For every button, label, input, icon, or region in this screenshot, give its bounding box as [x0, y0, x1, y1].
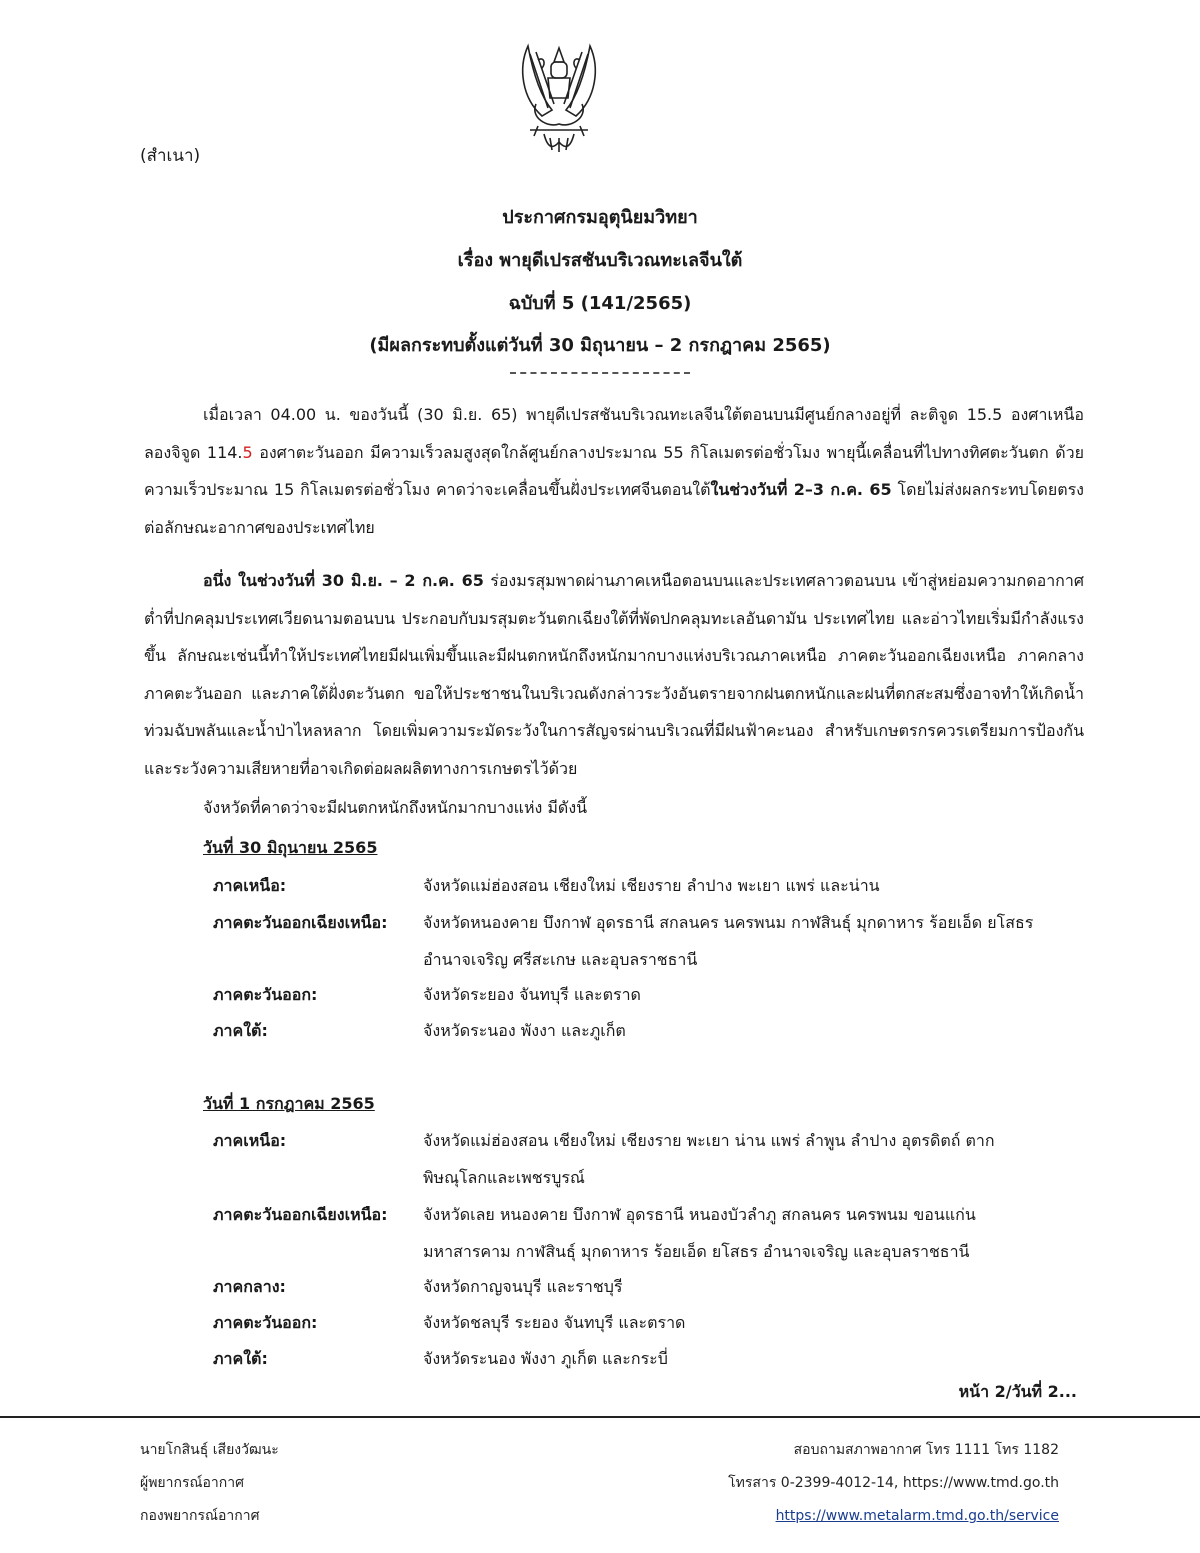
paragraph-text: องศาตะวันออก มีความเร็วลมสูงสุดใกล้ศูนย์กลางประมาณ 55 กิโลเมตรต่อชั่วโมง พายุนี้เคลื่อนที่ไปทางทิศตะวันตก ด้วยความเร็วประมาณ 15 กิโลเมตรต่อชั่วโมง คาดว่าจะเคลื่อนขึ้นฝั่งประเทศจีนตอนใต้ — [144, 442, 1084, 500]
continued-note: หน้า 2/วันที่ 2... — [958, 1382, 1077, 1401]
region-provinces: จังหวัดระนอง พังงา และภูเก็ต — [423, 1021, 626, 1040]
region-provinces: จังหวัดชลบุรี ระยอง จันทบุรี และตราด — [423, 1313, 686, 1332]
forecaster-title: ผู้พยากรณ์อากาศ — [140, 1475, 244, 1491]
region-row — [213, 1304, 1093, 1341]
region-provinces: อำนาจเจริญ ศรีสะเกษ และอุบลราชธานี — [423, 950, 698, 969]
region-provinces: จังหวัดแม่ฮ่องสอน เชียงใหม่ เชียงราย ลำปาง พะเยา แพร่ และน่าน — [423, 876, 880, 895]
region-label: ภาคตะวันออก: — [213, 985, 318, 1004]
provinces-intro: จังหวัดที่คาดว่าจะมีฝนตกหนักถึงหนักมากบางแห่ง มีดังนี้ — [203, 798, 588, 817]
announcement-subject: เรื่อง พายุดีเปรสชันบริเวณทะเลจีนใต้ — [457, 250, 743, 271]
region-label: ภาคตะวันออกเฉียงเหนือ: — [213, 913, 388, 932]
separator-line — [510, 372, 690, 374]
region-row — [213, 1268, 1093, 1305]
day-heading: วันที่ 30 มิถุนายน 2565 — [203, 838, 378, 857]
region-provinces: จังหวัดระยอง จันทบุรี และตราด — [423, 985, 641, 1004]
region-row — [213, 867, 1093, 904]
region-provinces: จังหวัดแม่ฮ่องสอน เชียงใหม่ เชียงราย พะเยา น่าน แพร่ ลำพูน ลำปาง อุตรดิตถ์ ตาก — [423, 1131, 995, 1150]
region-provinces: มหาสารคาม กาฬสินธุ์ มุกดาหาร ร้อยเอ็ด ยโสธร อำนาจเจริญ และอุบลราชธานี — [423, 1242, 970, 1261]
footer-divider — [0, 1416, 1200, 1418]
paragraph-storm-position — [144, 396, 1084, 546]
day-heading: วันที่ 1 กรกฎาคม 2565 — [203, 1094, 375, 1113]
region-provinces: พิษณุโลกและเพชรบูรณ์ — [423, 1168, 585, 1187]
footer-signatory — [140, 1434, 279, 1533]
region-row — [213, 976, 1093, 1013]
region-provinces: จังหวัดเลย หนองคาย บึงกาฬ อุดรธานี หนองบัวลำภู สกลนคร นครพนม ขอนแก่น — [423, 1205, 976, 1224]
contact-phone: สอบถามสภาพอากาศ โทร 1111 โทร 1182 — [793, 1442, 1059, 1458]
region-row — [213, 1012, 1093, 1049]
region-label: ภาคกลาง: — [213, 1277, 286, 1296]
contact-fax-website: โทรสาร 0-2399-4012-14, https://www.tmd.go.th — [728, 1475, 1059, 1491]
region-row — [213, 1122, 1093, 1196]
copy-label: (สำเนา) — [140, 146, 201, 166]
bold-text: ในช่วงวันที่ 2–3 ก.ค. 65 — [710, 480, 892, 500]
announcement-effective-dates: (มีผลกระทบตั้งแต่วันที่ 30 มิถุนายน – 2 กรกฎาคม 2565) — [369, 335, 831, 356]
region-row — [213, 1196, 1093, 1270]
paragraph-text: ร่องมรสุมพาดผ่านภาคเหนือตอนบนและประเทศลาวตอนบน เข้าสู่หย่อมความกดอากาศต่ำที่ปกคลุมประเทศเวียดนามตอนบน ประกอบกับมรสุมตะวันตกเฉียงใต้ที่พัดปกคลุมทะเลอันดามัน ประเทศไทย และอ่าวไทยเริ่มมีกำลังแรงขึ้น ลักษณะเช่นนี้ทำให้ประเทศไทยมีฝนเพิ่มขึ้นและมีฝนตกหนักถึงหนักมากบางแห่งบริเวณภาคเหนือ ภาคตะวันออกเฉียงเหนือ ภาคกลาง ภาคตะวันออก และภาคใต้ฝั่งตะวันตก ขอให้ประชาชนในบริเวณดังกล่าวระวังอันตรายจากฝนตกหนักและฝนที่ตกสะสมซึ่งอาจทำให้เกิดน้ำท่วมฉับพลันและน้ำป่าไหลหลาก โดยเพิ่มความระมัดระวังในการสัญจรผ่านบริเวณที่มีฝนฟ้าคะนอง สำหรับเกษตรกรควรเตรียมการป้องกันและระวังความเสียหายที่อาจเกิดต่อผลผลิตทางการเกษตรไว้ด้วย — [144, 571, 1085, 778]
region-row — [213, 1340, 1093, 1377]
bold-text: อนึ่ง ในช่วงวันที่ 30 มิ.ย. – 2 ก.ค. 65 — [203, 571, 484, 590]
region-label: ภาคตะวันออก: — [213, 1313, 318, 1332]
region-label: ภาคเหนือ: — [213, 1131, 287, 1150]
footer-contact — [728, 1434, 1059, 1533]
highlight-text: 5 — [242, 442, 253, 462]
region-label: ภาคใต้: — [213, 1021, 268, 1040]
region-label: ภาคตะวันออกเฉียงเหนือ: — [213, 1205, 388, 1224]
region-label: ภาคเหนือ: — [213, 876, 287, 895]
announcement-issue: ฉบับที่ 5 (141/2565) — [508, 293, 692, 314]
announcement-title: ประกาศกรมอุตุนิยมวิทยา — [502, 207, 698, 228]
paragraph-monsoon — [144, 562, 1084, 788]
region-label: ภาคใต้: — [213, 1349, 268, 1368]
region-row — [213, 904, 1093, 978]
paragraph-text: เมื่อเวลา 04.00 น. ของวันนี้ (30 มิ.ย. 65) พายุดีเปรสชันบริเวณทะเลจีนใต้ตอนบนมีศูนย์กลางอยู่ที่ ละติจูด 15.5 องศาเหนือ ลองจิจูด 114. — [144, 405, 1084, 462]
garuda-emblem-icon — [508, 38, 610, 156]
forecaster-name: นายโกสินธุ์ เสียงวัฒนะ — [140, 1442, 279, 1458]
region-provinces: จังหวัดกาญจนบุรี และราชบุรี — [423, 1277, 623, 1296]
region-provinces: จังหวัดหนองคาย บึงกาฬ อุดรธานี สกลนคร นครพนม กาฬสินธุ์ มุกดาหาร ร้อยเอ็ด ยโสธร — [423, 913, 1034, 932]
metalarm-service-link[interactable]: https://www.metalarm.tmd.go.th/service — [775, 1508, 1059, 1524]
paragraph-text: โดยไม่ส่งผลกระทบโดยตรงต่อลักษณะอากาศของประเทศไทย — [144, 480, 1084, 537]
region-provinces: จังหวัดระนอง พังงา ภูเก็ต และกระบี่ — [423, 1349, 668, 1368]
forecaster-division: กองพยากรณ์อากาศ — [140, 1508, 260, 1524]
